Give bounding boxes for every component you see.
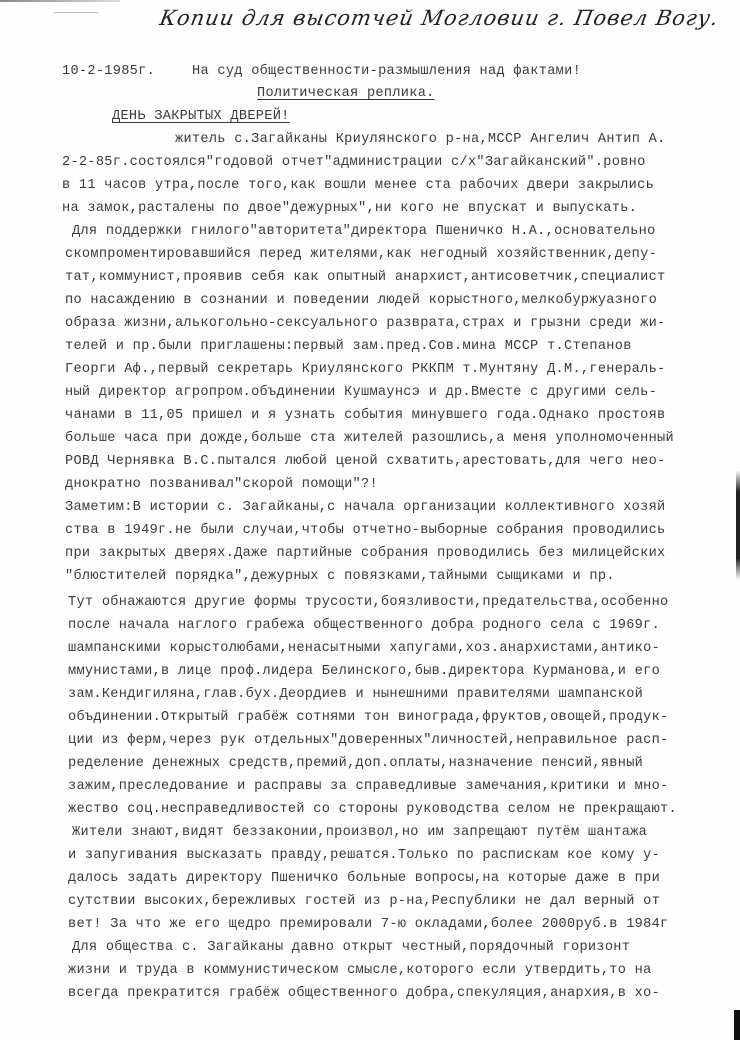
- document-title: На суд общественности-размышления над фактами!: [192, 64, 582, 79]
- body-line: сутствии высоких,бережливых гостей из р-на,Республики не дал верный от: [68, 894, 661, 909]
- body-line: после начала наглого грабежа общественного добра родного села с 1969г.: [68, 618, 661, 633]
- body-line: Для общества с. Загайканы давно открыт честный,порядочный горизонт: [72, 940, 631, 955]
- scan-dash-artifact: [54, 12, 98, 13]
- body-line: больше часа при дожде,больше ста жителей разошлись,а меня уполномоченный: [65, 431, 674, 446]
- body-line: телей и пр.были приглашены:первый зам.пред.Сов.мина МССР т.Степанов: [65, 339, 632, 354]
- body-line: Георги Аф.,первый секретарь Криулянского РККПМ т.Мунтяну Д.М.,генераль-: [65, 362, 666, 377]
- document-date: 10-2-1985г.: [62, 64, 156, 79]
- body-line: далось задать директору Пшеничко больные вопросы,на которые даже в при: [68, 871, 661, 886]
- scan-right-edge-artifact: [736, 470, 740, 580]
- body-line: при закрытых дверях.Даже партийные собрания проводились без милицейских: [65, 546, 666, 561]
- body-line: шампанскими корыстолюбами,ненасытными хапугами,хоз.анархистами,антико-: [68, 641, 661, 656]
- handwritten-note: Копии для высотчей Могловии г. Повел Вогу.: [157, 6, 721, 30]
- body-line: вет! За что же его щедро премировали 7-ю окладами,более 2000руб.в 1984г: [68, 917, 669, 932]
- body-line: Жители знают,видят беззаконии,произвол,но им запрещают путём шантажа: [72, 825, 648, 840]
- body-line: ный директор агропром.объдинении Кушмаунсэ и др.Вместе с другими сель-: [65, 385, 658, 400]
- body-line: житель с.Загайканы Криулянского р-на,МССР Ангелич Антип А.: [175, 132, 666, 147]
- body-line: ммунистами,в лице проф.лидера Белинского,быв.директора Курманова,и его: [68, 664, 661, 679]
- body-line: на замок,расталены по двое"дежурных",ни кого не впускат и выпускать.: [62, 201, 638, 216]
- body-line: "блюстителей порядка",дежурных с повязками,тайными сыщиками и пр.: [65, 569, 615, 584]
- body-line: образа жизни,алькогольно-сексуального разврата,страх и грызни среди жи-: [65, 316, 666, 331]
- body-line: ции из ферм,через рук отдельных"доверенных"личностей,неправильное расп-: [68, 733, 669, 748]
- body-line: Заметим:В истории с. Загайканы,с начала организации коллективного хозяй: [65, 500, 666, 515]
- document-heading: ДЕНЬ ЗАКРЫТЫХ ДВЕРЕЙ!: [112, 109, 290, 124]
- body-line: объдинении.Открытый грабёж сотнями тон винограда,фруктов,овощей,продук-: [68, 710, 669, 725]
- body-line: Для поддержки гнилого"авторитета"директора Пшеничко Н.А.,основательно: [72, 224, 656, 239]
- scan-corner-artifact: [734, 1010, 740, 1040]
- document-subtitle: Политическая реплика.: [257, 86, 435, 101]
- body-line: жизни и труда в коммунистическом смысле,которого если утвердить,то на: [68, 963, 652, 978]
- body-line: скомпроментировавшийся перед жителями,как негодный хозяйственник,депу-: [65, 247, 658, 262]
- body-line: чанами в 11,05 пришел и я узнать события минувшего года.Однако простояв: [65, 408, 666, 423]
- body-line: всегда прекратится грабёж общественного добра,спекуляция,анархия,в хо-: [68, 986, 661, 1001]
- body-line: в 11 часов утра,после того,как вошли менее ста рабочих двери закрылись: [62, 178, 655, 193]
- body-line: РОВД Чернявка В.С.пытался любой ценой схватить,арестовать,для чего нео-: [65, 454, 666, 469]
- body-line: Тут обнажаются другие формы трусости,боязливости,предательства,особенно: [68, 595, 669, 610]
- body-line: зажим,преследование и расправы за справедливые замечания,критики и мно-: [68, 779, 669, 794]
- body-line: зам.Кендигиляна,глав.бух.Деордиев и нынешними правителями шампанской: [68, 687, 644, 702]
- body-line: тат,коммунист,проявив себя как опытный анархист,антисоветчик,специалист: [65, 270, 666, 285]
- body-line: 2-2-85г.состоялся"годовой отчет"администрации с/х"Загайканский".ровно: [62, 155, 646, 170]
- body-line: жество соц.несправедливостей со стороны руководства селом не прекращают.: [68, 802, 677, 817]
- body-line: ства в 1949г.не были случаи,чтобы отчетно-выборные собрания проводились: [65, 523, 666, 538]
- scan-edge-artifact: [0, 0, 120, 2]
- body-line: по насаждению в сознании и поведении людей корыстного,мелкобуржуазного: [65, 293, 658, 308]
- body-line: ределение денежных средств,премий,доп.оплаты,назначение пенсий,явный: [68, 756, 644, 771]
- body-line: и запугивания высказать правду,решатся.Только по распискам кое кому у-: [68, 848, 661, 863]
- body-line: днократно позванивал"скорой помощи"?!: [65, 477, 378, 492]
